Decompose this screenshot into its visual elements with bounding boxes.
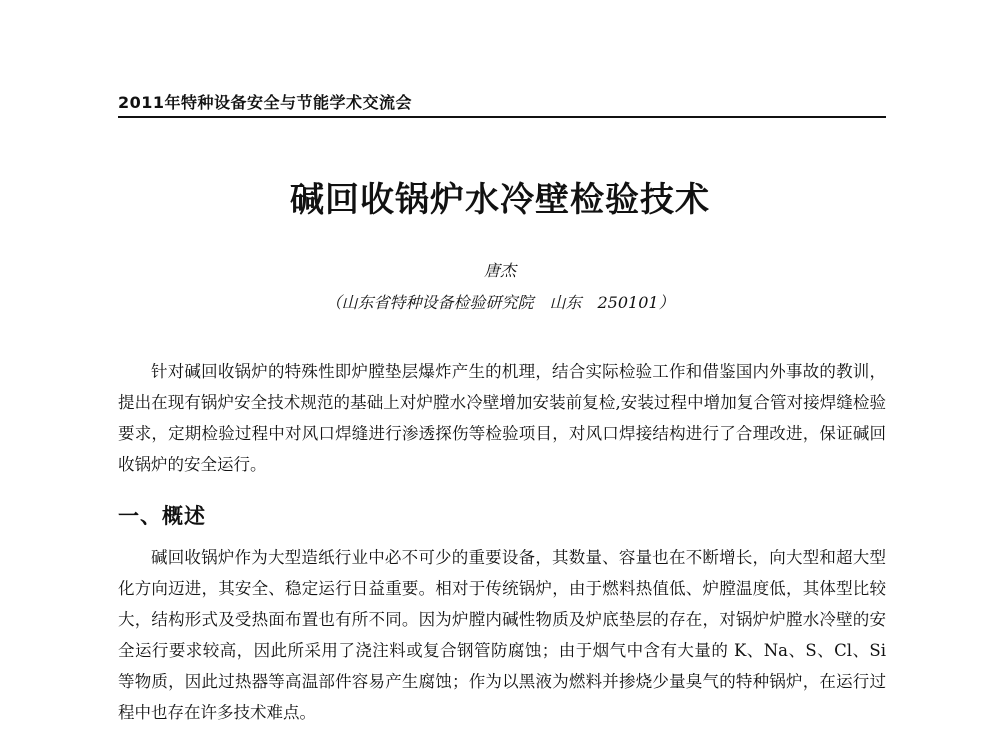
running-header xyxy=(118,92,886,118)
author-name: 唐杰 xyxy=(483,261,516,280)
affiliation-postcode: 250101） xyxy=(597,293,675,312)
affiliation-province: 山东 xyxy=(549,293,582,312)
abstract-paragraph: 针对碱回收锅炉的特殊性即炉膛垫层爆炸产生的机理，结合实际检验工作和借鉴国内外事故的教训，提出在现有锅炉安全技术规范的基础上对炉膛水冷壁增加安装前复检,安装过程中增加复合管对接焊缝检验要求，定期检验过程中对风口焊缝进行渗透探伤等检验项目，对风口焊接结构进行了合理改进，保证碱回收锅炉的安全运行。 xyxy=(118,362,886,474)
section-heading-overview: 一、概述 xyxy=(118,504,206,528)
author-affiliation xyxy=(0,290,1000,313)
body-paragraph: 碱回收锅炉作为大型造纸行业中必不可少的重要设备，其数量、容量也在不断增长，向大型和超大型化方向迈进，其安全、稳定运行日益重要。相对于传统锅炉，由于燃料热值低、炉膛温度低，其体型比较大，结构形式及受热面布置也有所不同。因为炉膛内碱性物质及炉底垫层的存在，对锅炉炉膛水冷壁的安全运行要求较高，因此所采用了浇注料或复合钢管防腐蚀；由于烟气中含有大量的 K、Na、S、Cl、Si 等物质，因此过热器等高温部件容易产生腐蚀；作为以黑液为燃料并掺烧少量臭气的特种锅炉，在运行过程中也存在许多技术难点。 xyxy=(118,548,886,722)
paper-title: 碱回收锅炉水冷壁检验技术 xyxy=(290,180,710,220)
affiliation-institution: （山东省特种设备检验研究院 xyxy=(325,293,534,312)
running-header-text: 2011年特种设备安全与节能学术交流会 xyxy=(118,93,413,112)
